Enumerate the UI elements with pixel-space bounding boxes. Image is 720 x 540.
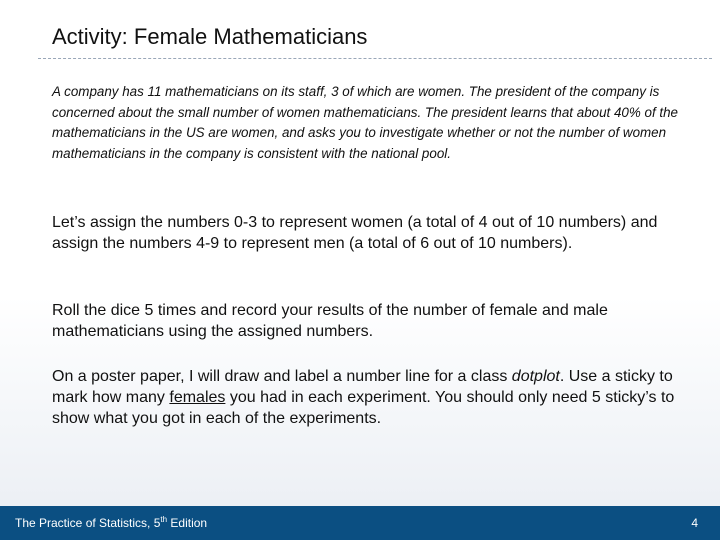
footer-edition-sup: th	[160, 515, 168, 524]
title-divider	[38, 58, 712, 59]
paragraph3-text-3: you had in each experiment. You should only need 5 sticky’s to show what you got in each of the experiments.	[52, 389, 675, 427]
slide-title: Activity: Female Mathematicians	[52, 24, 368, 49]
instruction-paragraph-roll: Roll the dice 5 times and record your results of the number of female and male mathematicians using the assigned numbers.	[52, 302, 608, 340]
paragraph3-text-2: . Use a sticky to mark how many	[52, 368, 673, 406]
paragraph3-text-1: On a poster paper, I will draw and label a number line for a class	[52, 368, 512, 385]
footer-edition-suffix: Edition	[167, 516, 208, 530]
footer-bar	[0, 506, 720, 540]
dotplot-term: dotplot	[511, 368, 560, 385]
females-term: females	[169, 389, 226, 406]
instruction-paragraph-dotplot	[52, 366, 692, 429]
instruction-paragraph-assign: Let’s assign the numbers 0-3 to represent women (a total of 4 out of 10 numbers) and assign the numbers 4-9 to represent men (a total of 6 out of 10 numbers).	[52, 214, 658, 252]
footer-book-title	[15, 516, 207, 530]
intro-paragraph: A company has 11 mathematicians on its staff, 3 of which are women. The president of the company is concerned about the small number of women mathematicians. The president learns that about 40% of the mathematicians in the US are women, and asks you to investigate whether or not the number of women mathematicians in the company is consistent with the national pool.	[52, 84, 678, 161]
page-number: 4	[691, 516, 698, 530]
footer-title-text: The Practice of Statistics, 5	[15, 516, 161, 530]
